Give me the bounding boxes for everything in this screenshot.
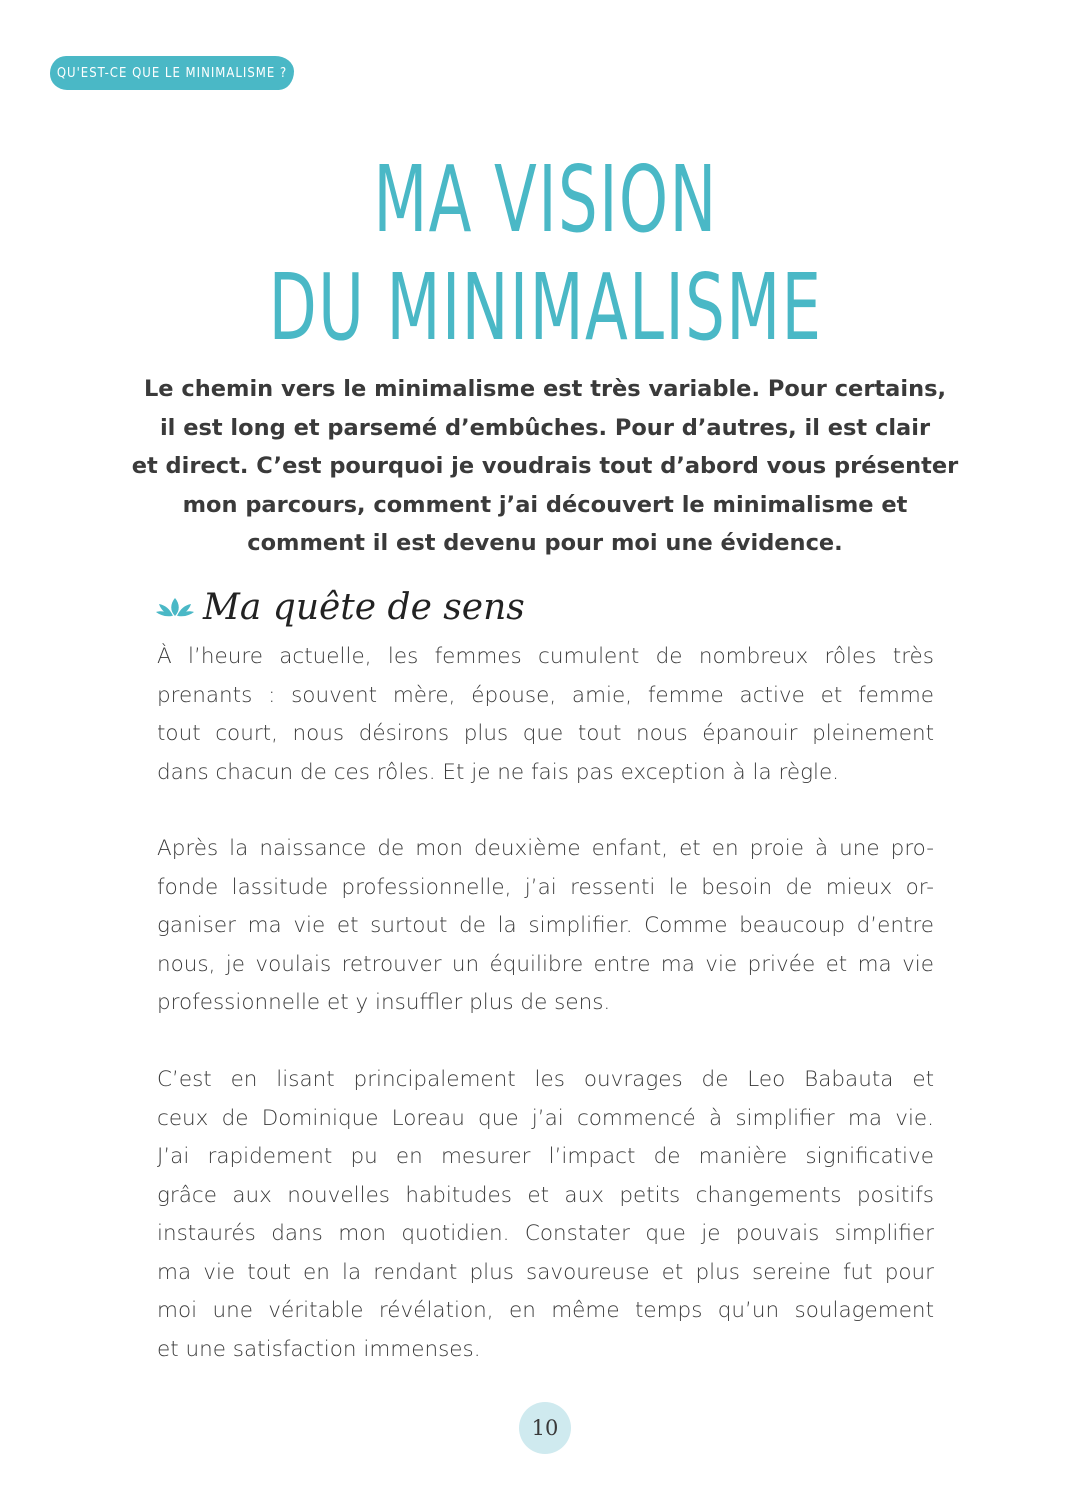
paragraph-line: et une satisfaction immenses.: [157, 1336, 481, 1362]
intro-line: comment il est devenu pour moi une évidence.: [247, 530, 843, 556]
paragraph-line: Après la naissance de mon deuxième enfant, et en proie à une pro-: [157, 836, 934, 861]
body-paragraph: [157, 830, 934, 1023]
section-heading: [155, 582, 525, 632]
lotus-icon: [155, 595, 195, 619]
page-title-line-2: DU MINIMALISME: [268, 254, 823, 361]
intro-line: Le chemin vers le minimalisme est très variable. Pour certains,: [143, 376, 947, 402]
paragraph-line: J’ai rapidement pu en mesurer l’impact de manière significative: [157, 1144, 934, 1169]
intro-paragraph: [130, 370, 960, 563]
intro-line: et direct. C’est pourquoi je voudrais tout d’abord vous présenter: [131, 453, 959, 479]
paragraph-line: ceux de Dominique Loreau que j’ai commencé à simplifier ma vie.: [157, 1105, 934, 1131]
paragraph-line: grâce aux nouvelles habitudes et aux petits changements positifs: [157, 1182, 934, 1208]
body-paragraph: [157, 638, 934, 792]
paragraph-line: dans chacun de ces rôles. Et je ne fais pas exception à la règle.: [157, 759, 840, 785]
paragraph-line: professionnelle et y insuffler plus de sens.: [157, 990, 611, 1015]
paragraph-line: nous, je voulais retrouver un équilibre entre ma vie privée et ma vie: [157, 951, 934, 977]
paragraph-line: prenants : souvent mère, épouse, amie, femme active et femme: [157, 682, 934, 708]
paragraph-line: ganiser ma vie et surtout de la simplifier. Comme beaucoup d’entre: [157, 913, 934, 938]
chapter-tag: [50, 56, 294, 90]
page-number-badge: [519, 1402, 571, 1454]
chapter-tag-label: QU'EST-CE QUE LE MINIMALISME ?: [56, 65, 288, 81]
paragraph-line: À l’heure actuelle, les femmes cumulent de nombreux rôles très: [157, 644, 934, 669]
intro-line: mon parcours, comment j’ai découvert le minimalisme et: [182, 491, 908, 518]
intro-line: il est long et parsemé d’embûches. Pour d’autres, il est clair: [159, 414, 931, 441]
paragraph-line: tout court, nous désirons plus que tout nous épanouir pleinement: [157, 721, 934, 746]
page-number: 10: [531, 1416, 559, 1440]
section-title: Ma quête de sens: [203, 586, 525, 628]
page-title-line-1: MA VISION: [373, 146, 718, 253]
paragraph-line: ma vie tout en la rendant plus savoureuse et plus sereine fut pour: [157, 1259, 934, 1285]
paragraph-line: instaurés dans mon quotidien. Constater que je pouvais simplifier: [157, 1221, 934, 1246]
paragraph-line: moi une véritable révélation, en même temps qu’un soulagement: [157, 1298, 934, 1323]
body-paragraph: [157, 1061, 934, 1369]
paragraph-line: fonde lassitude professionnelle, j’ai ressenti le besoin de mieux or-: [157, 874, 934, 900]
paragraph-line: C’est en lisant principalement les ouvrages de Leo Babauta et: [157, 1067, 934, 1092]
